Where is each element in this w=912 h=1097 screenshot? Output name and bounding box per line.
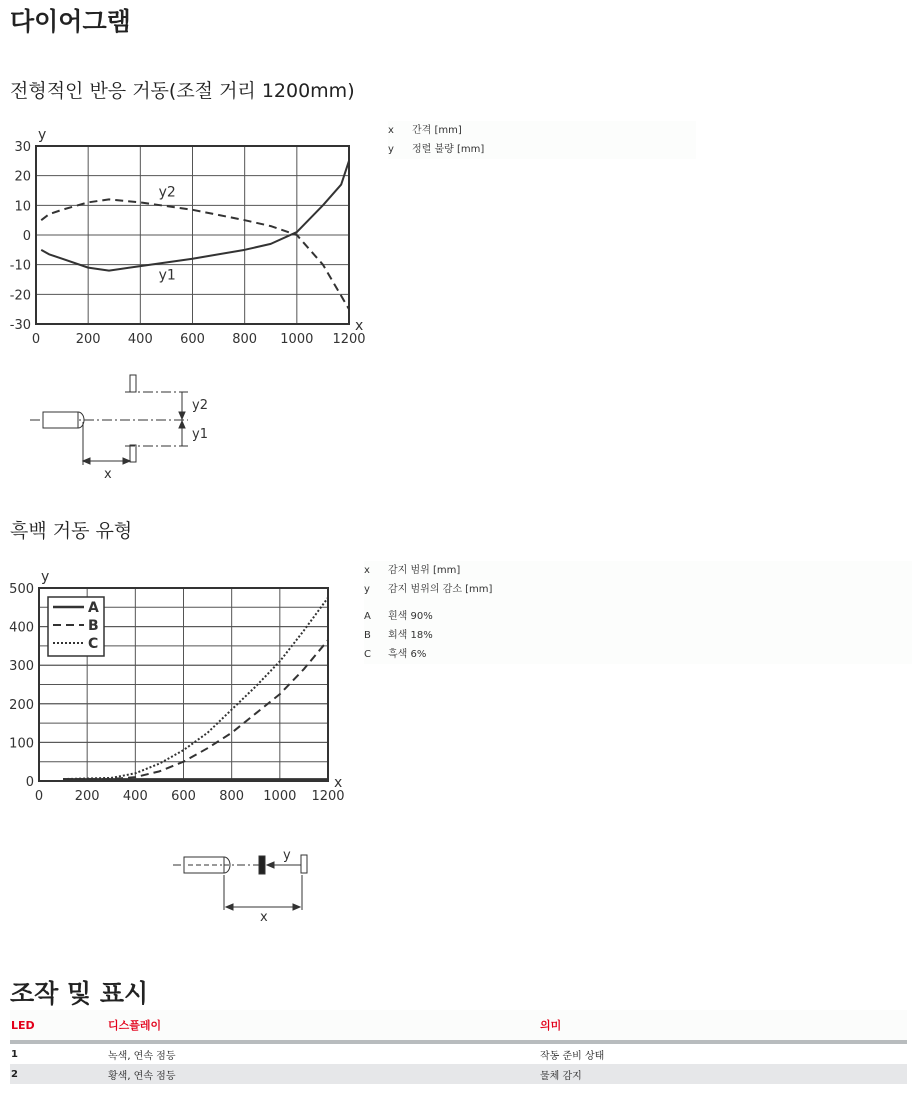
bw-diagram bbox=[170, 845, 320, 925]
x-tick-label: 1000 bbox=[263, 789, 297, 804]
series-y2 bbox=[41, 199, 349, 309]
col-meaning: 의미 bbox=[539, 1010, 907, 1042]
x-tick-label: 1200 bbox=[332, 332, 366, 347]
legend-key: y bbox=[364, 584, 370, 595]
y-tick-label: 500 bbox=[9, 582, 34, 597]
cell: 물체 감지 bbox=[539, 1064, 907, 1084]
x-tick-label: 0 bbox=[34, 789, 44, 804]
legend-key: x bbox=[364, 565, 370, 576]
page-title: 다이어그램 bbox=[10, 7, 131, 36]
series-label: y1 bbox=[158, 267, 176, 284]
cell: 1 bbox=[11, 1048, 18, 1060]
legend-key: B bbox=[364, 630, 371, 641]
legend-label: 흑색 6% bbox=[388, 649, 427, 660]
series-B bbox=[63, 640, 328, 779]
label-x: x bbox=[260, 910, 268, 925]
response-legend bbox=[388, 121, 696, 159]
y-tick-label: -20 bbox=[9, 288, 31, 304]
x-tick-label: 1200 bbox=[311, 789, 345, 804]
legend-label: 간격 [mm] bbox=[412, 125, 462, 136]
label-y2: y2 bbox=[192, 398, 208, 413]
response-chart bbox=[0, 120, 380, 350]
x-tick-label: 600 bbox=[171, 789, 196, 804]
series-y1 bbox=[41, 161, 349, 271]
legend-label: 정렬 불량 [mm] bbox=[412, 144, 485, 155]
section-title-bw: 흑백 거동 유형 bbox=[10, 520, 133, 542]
x-tick-label: 600 bbox=[180, 332, 205, 347]
y-axis-label: y bbox=[38, 127, 47, 143]
cell: 황색, 연속 점등 bbox=[107, 1064, 539, 1084]
x-tick-label: 400 bbox=[122, 789, 148, 804]
led-table bbox=[10, 1010, 907, 1084]
legend-label: 감지 범위 [mm] bbox=[388, 565, 461, 576]
y-tick-label: 400 bbox=[9, 620, 34, 636]
label-y: y bbox=[283, 848, 291, 863]
y-tick-label: 300 bbox=[9, 659, 34, 675]
bw-legend bbox=[364, 561, 912, 664]
alignment-diagram bbox=[20, 370, 220, 485]
table-row bbox=[10, 1064, 907, 1084]
cell: 2 bbox=[10, 1064, 107, 1084]
y-tick-label: -10 bbox=[9, 258, 31, 274]
y-tick-label: 10 bbox=[14, 199, 31, 215]
y-tick-label: 0 bbox=[25, 775, 34, 790]
x-tick-label: 400 bbox=[127, 332, 153, 347]
x-tick-label: 1000 bbox=[280, 332, 314, 347]
y-tick-label: 100 bbox=[9, 736, 34, 752]
label-x: x bbox=[104, 467, 112, 482]
col-led: LED bbox=[10, 1010, 107, 1042]
y-tick-label: 200 bbox=[9, 697, 34, 713]
section-title-operation: 조작 및 표시 bbox=[10, 979, 149, 1008]
legend-label: 감지 범위의 감소 [mm] bbox=[388, 584, 493, 595]
legend-key: C bbox=[364, 649, 371, 660]
y-tick-label: 30 bbox=[14, 140, 31, 155]
col-display: 디스플레이 bbox=[107, 1010, 539, 1042]
legend-label: 흰색 90% bbox=[388, 611, 433, 622]
legend-label: 회색 18% bbox=[388, 630, 433, 641]
table-row bbox=[10, 1042, 907, 1064]
legend-label-C: C bbox=[88, 636, 99, 652]
x-tick-label: 200 bbox=[75, 332, 101, 347]
y-tick-label: 0 bbox=[22, 229, 31, 244]
bw-chart bbox=[0, 560, 350, 805]
cell: 녹색, 연속 점등 bbox=[108, 1050, 176, 1062]
cell: 작동 준비 상태 bbox=[540, 1050, 605, 1062]
legend-label-B: B bbox=[88, 618, 99, 634]
legend-key: x bbox=[388, 125, 394, 136]
x-axis-label: x bbox=[355, 318, 364, 334]
x-tick-label: 0 bbox=[31, 332, 41, 347]
legend-label-A: A bbox=[88, 600, 99, 616]
section-title-response: 전형적인 반응 거동(조절 거리 1200mm) bbox=[10, 80, 355, 102]
legend-key: A bbox=[364, 611, 371, 622]
x-tick-label: 800 bbox=[219, 789, 245, 804]
legend-key: y bbox=[388, 144, 394, 155]
label-y1: y1 bbox=[192, 427, 208, 442]
x-tick-label: 200 bbox=[74, 789, 100, 804]
y-tick-label: -30 bbox=[9, 318, 31, 333]
x-tick-label: 800 bbox=[232, 332, 258, 347]
x-axis-label: x bbox=[334, 775, 343, 791]
y-axis-label: y bbox=[41, 569, 50, 585]
series-label: y2 bbox=[158, 184, 176, 201]
y-tick-label: 20 bbox=[14, 169, 31, 185]
